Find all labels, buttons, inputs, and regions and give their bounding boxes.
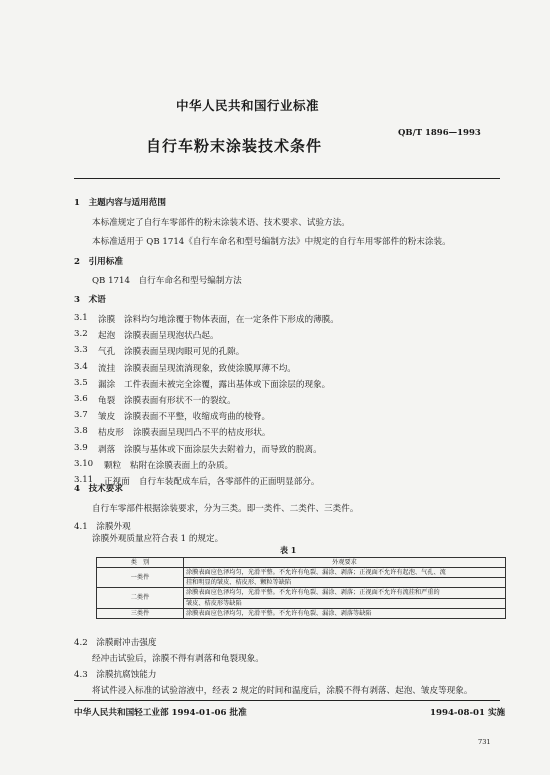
term-number: 3.2 [74,329,88,340]
header-divider [74,178,500,179]
table-header-row [97,558,506,568]
term-number: 3.1 [74,313,88,323]
term-definition: 工件表面未被完全涂覆，露出基体或下面涂层的现象。 [124,379,331,390]
term-name: 漏涂 [98,379,116,390]
section-1-paragraph-2: 本标准适用于 QB 1714《自行车命名和型号编制方法》中规定的自行车用零部件的粉末涂装。 [92,237,451,247]
section-4-heading: 4 技术要求 [74,484,123,494]
section-4-1-text: 涂膜外观质量应符合表 1 的规定。 [92,534,224,544]
issuing-body: 中华人民共和国行业标准 [176,98,320,113]
section-4-intro: 自行车零部件根据涂装要求，分为三类。即一类件、二类件、三类件。 [92,504,359,514]
term-definition: 涂膜表面有形状不一的裂纹。 [124,396,236,406]
footer-divider [74,700,500,701]
table-row [97,608,506,618]
term-name: 桔皮形 [98,428,124,439]
table-1-title: 表 1 [280,545,297,555]
term-name: 皱皮 [98,412,116,423]
table-cell-requirement: 皱皮、桔皮形等缺陷 [184,598,506,608]
section-4-2-text: 经冲击试验后，涂膜不得有剥落和龟裂现象。 [92,654,264,664]
term-name: 剥落 [98,444,116,455]
term-name: 流挂 [98,363,116,374]
term-name: 颗粒 [104,460,122,471]
standard-code: QB/T 1896—1993 [398,128,481,138]
term-number: 3.9 [74,442,88,453]
term-number: 3.8 [74,426,88,437]
term-number: 3.7 [74,410,88,421]
table-cell-category: 二类件 [97,588,184,608]
term-number: 3.11 [74,475,94,485]
term-number: 3.3 [74,345,88,356]
table-cell-requirement: 涂膜表面应色泽均匀，光滑平整。不允许有龟裂、漏涂、剥落；正视面不允许有起泡、气孔、流 [184,568,506,578]
term-definition: 自行车装配成车后，各零部件的正面明显部分。 [139,477,320,487]
page-number: 731 [478,738,491,746]
term-definition: 涂膜表面呈现流淌现象，致使涂膜厚薄不均。 [124,363,296,374]
term-name: 正视面 [104,477,130,487]
term-definition: 涂膜表面呈现肉眼可见的孔隙。 [124,347,245,358]
section-4-3-text: 将试件浸入标准的试验溶液中，经表 2 规定的时间和温度后，涂膜不得有剥落、起泡、皱皮等现象。 [92,686,473,696]
section-3-heading: 3 术语 [74,295,106,305]
table-cell-category: 三类件 [97,608,184,618]
term-name: 气孔 [98,347,116,358]
appearance-requirements-table [96,557,506,619]
term-number: 3.5 [74,377,88,388]
table-row [97,568,506,578]
term-definition: 涂膜表面不平整，收缩成弯曲的棱脊。 [124,412,271,423]
term-name: 龟裂 [98,396,116,406]
document-title: 自行车粉末涂装技术条件 [146,137,323,155]
section-2-heading: 2 引用标准 [74,257,123,267]
table-cell-category: 一类件 [97,568,184,588]
table-header-category: 类 别 [97,558,184,568]
term-definition: 粘附在涂膜表面上的杂质。 [130,460,234,471]
table-row [97,588,506,598]
table-cell-requirement: 涂膜表面应色泽均匀，光滑平整。不允许有龟裂、漏涂、剥落；正视面不允许有流挂和严重的 [184,588,506,598]
section-4-1-heading: 4.1 涂膜外观 [74,522,131,532]
approval-line: 中华人民共和国轻工业部 1994-01-06 批准 [74,708,247,718]
effective-date: 1994-08-01 实施 [430,708,506,718]
term-definition: 涂膜表面呈现凹凸不平的桔皮形状。 [133,428,271,439]
reference-standard: QB 1714 自行车命名和型号编制方法 [92,276,242,286]
section-1-paragraph-1: 本标准规定了自行车零部件的粉末涂装术语、技术要求、试验方法。 [92,218,350,228]
term-number: 3.4 [74,361,88,372]
section-4-3-heading: 4.3 涂膜抗腐蚀能力 [74,670,157,680]
term-definition: 涂料均匀地涂覆于物体表面，在一定条件下形成的薄膜。 [124,315,339,325]
term-definition: 涂膜与基体或下面涂层失去附着力，而导致的脱离。 [124,444,322,455]
term-number: 3.10 [74,458,94,469]
section-4-2-heading: 4.2 涂膜耐冲击强度 [74,638,157,648]
table-cell-requirement: 涂膜表面应色泽均匀，光滑平整。不允许有龟裂、漏涂、剥落等缺陷 [184,608,506,618]
term-definition: 涂膜表面呈现泡状凸起。 [124,331,219,342]
term-name: 起泡 [98,331,116,342]
term-number: 3.6 [74,394,88,404]
section-1-heading: 1 主题内容与适用范围 [74,198,166,208]
table-cell-requirement: 挂和明显的皱皮、桔皮形、颗粒等缺陷 [184,578,506,588]
table-header-requirement: 外观要求 [184,558,506,568]
term-name: 涂膜 [98,315,116,325]
